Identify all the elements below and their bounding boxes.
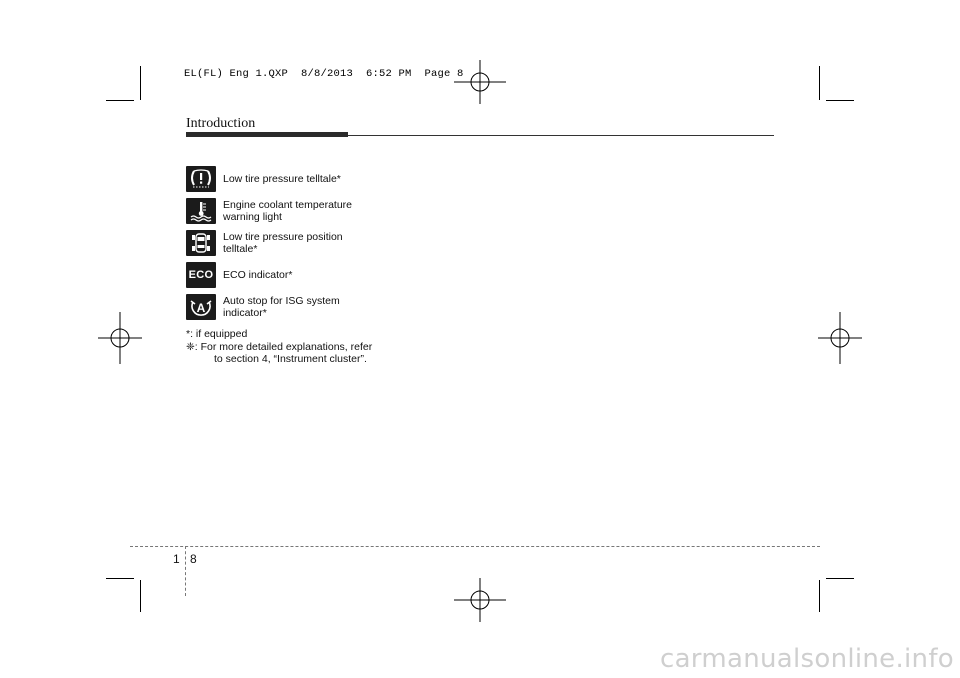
crop-mark-bottom-left-vertical (140, 580, 141, 612)
footer-page-number: 8 (190, 552, 197, 566)
section-rule-thin (348, 135, 774, 136)
footer-chapter-number: 1 (173, 552, 180, 566)
crop-mark-top-right-vertical (819, 66, 820, 100)
indicator-label-line1: Auto stop for ISG system (223, 295, 340, 307)
indicator-item-tire-position (186, 230, 406, 258)
coolant-temperature-icon (186, 198, 216, 224)
crop-mark-top-left-horizontal (106, 100, 134, 101)
crop-mark-bottom-left-horizontal (106, 578, 134, 579)
registration-mark-top (454, 56, 506, 108)
auto-stop-icon (186, 294, 216, 320)
section-rule-thick (186, 132, 348, 137)
indicator-label-line1: Low tire pressure position (223, 231, 343, 243)
indicator-item-tire-pressure (186, 166, 406, 194)
auto-stop-icon-letter: A (196, 301, 206, 315)
eco-icon-text: ECO (188, 269, 214, 281)
indicator-label-line2: indicator* (223, 306, 267, 319)
print-slug: EL(FL) Eng 1.QXP 8/8/2013 6:52 PM Page 8 (184, 68, 464, 80)
indicator-label-line2: telltale* (223, 242, 258, 255)
crop-mark-top-right-horizontal (826, 100, 854, 101)
registration-mark-bottom (454, 574, 506, 626)
registration-mark-right (814, 312, 866, 364)
watermark: carmanualsonline.info (659, 644, 954, 674)
indicator-label: Low tire pressure telltale* (223, 173, 341, 185)
indicator-item-coolant-temperature (186, 198, 406, 226)
tire-position-icon (186, 230, 216, 256)
footer-dashed-rule (130, 546, 820, 547)
crop-mark-bottom-right-vertical (819, 580, 820, 612)
eco-icon (186, 262, 216, 288)
note-detail-line1: ❈: For more detailed explanations, refer (186, 341, 373, 353)
tire-pressure-icon (186, 166, 216, 192)
indicator-label-line1: Engine coolant temperature (223, 199, 352, 211)
indicator-label: ECO indicator* (223, 269, 293, 281)
indicator-item-auto-stop (186, 294, 406, 322)
footer-dashed-divider (185, 546, 186, 596)
registration-mark-left (94, 312, 146, 364)
indicator-item-eco (186, 262, 406, 290)
crop-mark-bottom-right-horizontal (826, 578, 854, 579)
note-if-equipped: *: if equipped (186, 328, 248, 340)
crop-mark-top-left-vertical (140, 66, 141, 100)
section-title: Introduction (186, 116, 256, 131)
indicator-label-line2: warning light (223, 210, 282, 223)
note-detail-line2: to section 4, “Instrument cluster”. (214, 353, 367, 365)
